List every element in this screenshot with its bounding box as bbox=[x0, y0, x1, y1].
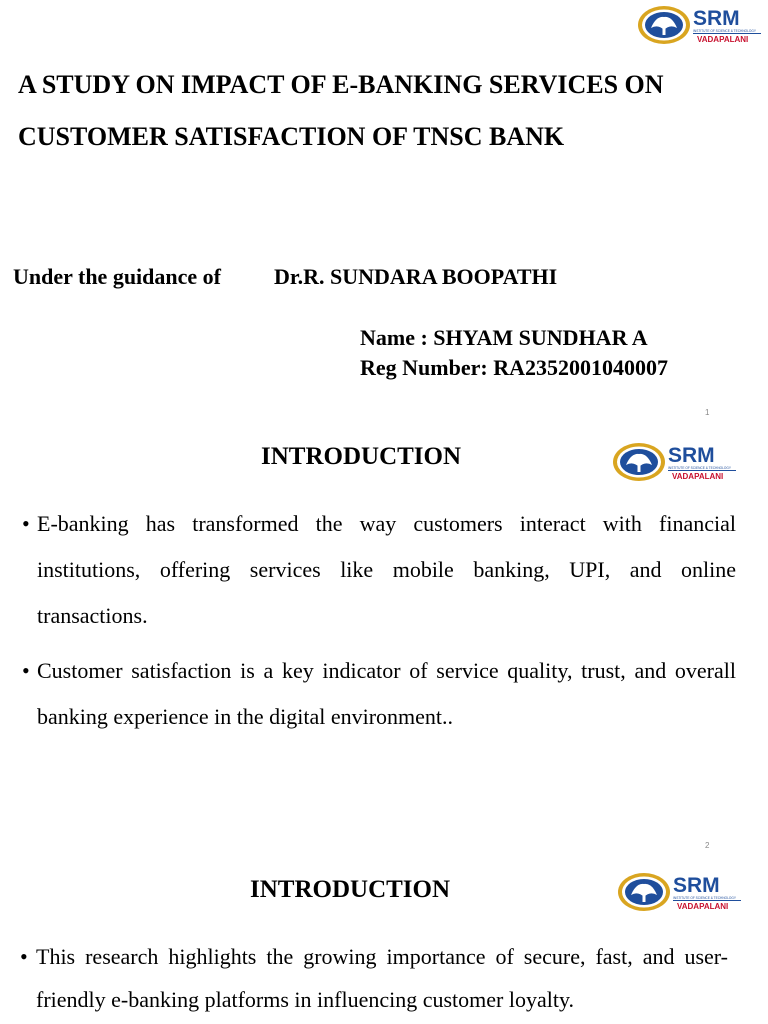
slide-3 bbox=[0, 857, 768, 1024]
bullet-dot: • bbox=[22, 511, 30, 536]
bullet-item bbox=[22, 648, 736, 743]
bullet-text: This research highlights the growing importance of secure, fast, and user-friendly e-banking platforms in influencing customer loyalty. bbox=[36, 944, 728, 1012]
srm-logo bbox=[636, 4, 764, 46]
srm-logo-subtitle: VADAPALANI bbox=[672, 472, 724, 481]
srm-logo-tagline: INSTITUTE OF SCIENCE & TECHNOLOGY bbox=[693, 29, 756, 33]
title-line-2: CUSTOMER SATISFACTION OF TNSC BANK bbox=[18, 122, 565, 151]
slide-1 bbox=[0, 0, 768, 420]
srm-logo-text: SRM bbox=[673, 874, 720, 897]
srm-logo-subtitle: VADAPALANI bbox=[677, 902, 729, 911]
srm-logo-text: SRM bbox=[693, 7, 740, 30]
srm-logo bbox=[611, 441, 739, 483]
bullet-item bbox=[20, 935, 728, 1021]
guide-name: Dr.R. SUNDARA BOOPATHI bbox=[274, 264, 558, 289]
bullet-dot: • bbox=[22, 658, 30, 683]
page-number: 1 bbox=[705, 408, 710, 417]
srm-logo-tagline: INSTITUTE OF SCIENCE & TECHNOLOGY bbox=[673, 896, 736, 900]
register-number: Reg Number: RA2352001040007 bbox=[360, 355, 668, 380]
title-line-1: A STUDY ON IMPACT OF E-BANKING SERVICES ON bbox=[18, 70, 664, 99]
bullet-text: Customer satisfaction is a key indicator of service quality, trust, and overall banking experience in the digital environment.. bbox=[37, 658, 736, 729]
guidance-label: Under the guidance of bbox=[13, 264, 221, 289]
section-heading: INTRODUCTION bbox=[250, 876, 451, 903]
student-name: Name : SHYAM SUNDHAR A bbox=[360, 325, 648, 350]
srm-logo bbox=[610, 871, 750, 913]
bullet-item bbox=[22, 501, 736, 641]
section-heading: INTRODUCTION bbox=[261, 443, 462, 470]
bullet-dot: • bbox=[20, 944, 28, 969]
srm-logo-tagline: INSTITUTE OF SCIENCE & TECHNOLOGY bbox=[668, 466, 731, 470]
page-number: 2 bbox=[705, 841, 710, 850]
bullet-text: E-banking has transformed the way customers interact with financial institutions, offering services like mobile banking, UPI, and online transactions. bbox=[37, 511, 736, 628]
srm-logo-text: SRM bbox=[668, 444, 715, 467]
slide-2 bbox=[0, 423, 768, 853]
srm-logo-subtitle: VADAPALANI bbox=[697, 35, 749, 44]
